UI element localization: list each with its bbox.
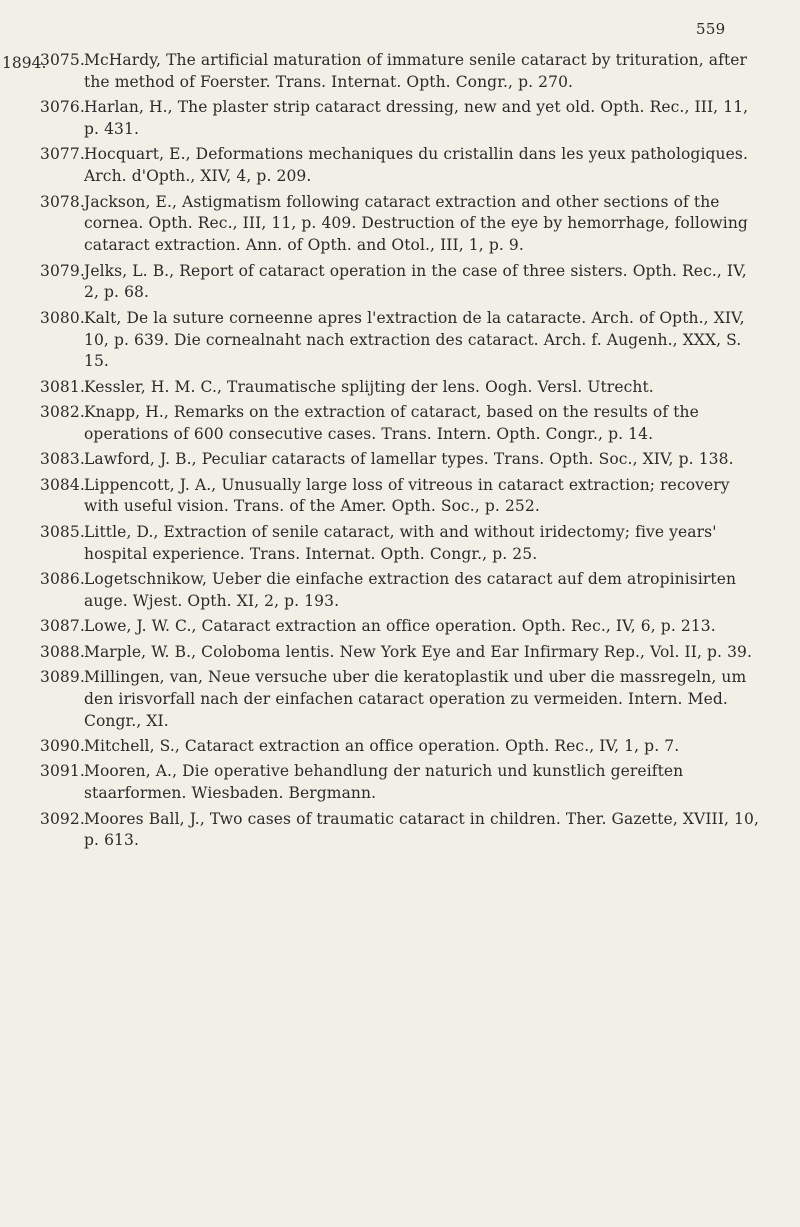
- bibliography-entry: [40, 809, 760, 853]
- bibliography-list: [40, 50, 760, 856]
- entry-text: Kessler, H. M. C., Traumatische splijting der lens. Oogh. Versl. Utrecht.: [84, 377, 654, 396]
- entry-text: Mitchell, S., Cataract extraction an office operation. Opth. Rec., IV, 1, p. 7.: [84, 737, 680, 756]
- entry-number: 3083.: [40, 450, 85, 469]
- bibliography-entry: [40, 308, 760, 373]
- entry-number: 3079.: [40, 261, 85, 280]
- bibliography-entry: [40, 449, 760, 471]
- entry-text: Harlan, H., The plaster strip cataract dressing, new and yet old. Opth. Rec., III, 11, p. 431.: [84, 98, 749, 138]
- bibliography-entry: [40, 569, 760, 613]
- margin-year: 1894.: [2, 54, 47, 72]
- bibliography-entry: [40, 144, 760, 188]
- bibliography-entry: [40, 736, 760, 758]
- entry-text: Millingen, van, Neue versuche uber die keratoplastik und uber die massregeln, um den irisvorfall nach der einfachen cataract operation zu vermeiden. Intern. Med. Congr., XI.: [84, 668, 747, 730]
- entry-text: Jelks, L. B., Report of cataract operation in the case of three sisters. Opth. Rec., IV, 2, p. 68.: [84, 261, 747, 302]
- page-number: 559: [696, 20, 726, 38]
- entry-text: Knapp, H., Remarks on the extraction of cataract, based on the results of the operations of 600 consecutive cases. Trans. Intern. Opth. Congr., p. 14.: [84, 403, 699, 443]
- bibliography-entry: [40, 377, 760, 399]
- entry-number: 3091.: [40, 762, 85, 781]
- bibliography-entry: [40, 642, 760, 664]
- entry-number: 3076.: [40, 98, 85, 117]
- entry-number: 3081.: [40, 377, 85, 396]
- entry-number: 3089.: [40, 668, 85, 687]
- entry-number: 3080.: [40, 308, 85, 327]
- entry-number: 3082.: [40, 403, 85, 422]
- entry-text: Hocquart, E., Deformations mechaniques du cristallin dans les yeux pathologiques. Arch. d'Opth., XIV, 4, p. 209.: [84, 145, 748, 186]
- bibliography-entry: [40, 97, 760, 141]
- bibliography-entry: [40, 761, 760, 805]
- bibliography-entry: [40, 616, 760, 638]
- entry-text: Lippencott, J. A., Unusually large loss of vitreous in cataract extraction; recovery with useful vision. Trans. of the Amer. Opth. Soc., p. 252.: [84, 475, 730, 516]
- entry-text: Little, D., Extraction of senile cataract, with and without iridectomy; five years' hospital experience. Trans. Internat. Opth. Congr., p. 25.: [84, 522, 717, 563]
- entry-number: 3087.: [40, 617, 85, 636]
- bibliography-entry: [40, 475, 760, 519]
- entry-number: 3077.: [40, 145, 85, 164]
- entry-number: 3078.: [40, 192, 85, 211]
- bibliography-entry: [40, 192, 760, 257]
- entry-number: 3075.: [40, 51, 85, 69]
- entry-text: Marple, W. B., Coloboma lentis. New York Eye and Ear Infirmary Rep., Vol. II, p. 39.: [84, 642, 753, 661]
- entry-number: 3086.: [40, 570, 85, 589]
- entry-text: McHardy, The artificial maturation of immature senile cataract by trituration, after the method of Foerster. Trans. Internat. Opth. Congr., p. 270.: [84, 51, 748, 91]
- entry-text: Moores Ball, J., Two cases of traumatic cataract in children. Ther. Gazette, XVIII, 10, p. 613.: [84, 809, 759, 850]
- entry-number: 3090.: [40, 737, 85, 756]
- entry-number: 3084.: [40, 475, 85, 494]
- bibliography-entry: [40, 50, 760, 94]
- entry-number: 3088.: [40, 642, 85, 661]
- entry-text: Lawford, J. B., Peculiar cataracts of lamellar types. Trans. Opth. Soc., XIV, p. 138.: [84, 450, 734, 469]
- bibliography-entry: [40, 667, 760, 732]
- bibliography-entry: [40, 522, 760, 566]
- entry-text: Mooren, A., Die operative behandlung der naturich und kunstlich gereiften staarformen. Wiesbaden. Bergmann.: [84, 762, 684, 803]
- entry-number: 3092.: [40, 809, 85, 828]
- entry-text: Jackson, E., Astigmatism following cataract extraction and other sections of the cornea. Opth. Rec., III, 11, p. 409. Destruction of the eye by hemorrhage, following cataract extraction. Ann. of Opth. and Otol., III, 1, p. 9.: [84, 192, 748, 255]
- entry-text: Kalt, De la suture corneenne apres l'extraction de la cataracte. Arch. of Opth., XIV, 10, p. 639. Die cornealnaht nach extraction des cataract. Arch. f. Augenh., XXX, S. 15.: [84, 308, 745, 371]
- bibliography-entry: [40, 402, 760, 446]
- entry-number: 3085.: [40, 522, 85, 541]
- entry-text: Logetschnikow, Ueber die einfache extraction des cataract auf dem atropinisirten auge. Wjest. Opth. XI, 2, p. 193.: [84, 570, 737, 610]
- entry-text: Lowe, J. W. C., Cataract extraction an office operation. Opth. Rec., IV, 6, p. 213.: [84, 617, 716, 636]
- bibliography-entry: [40, 261, 760, 305]
